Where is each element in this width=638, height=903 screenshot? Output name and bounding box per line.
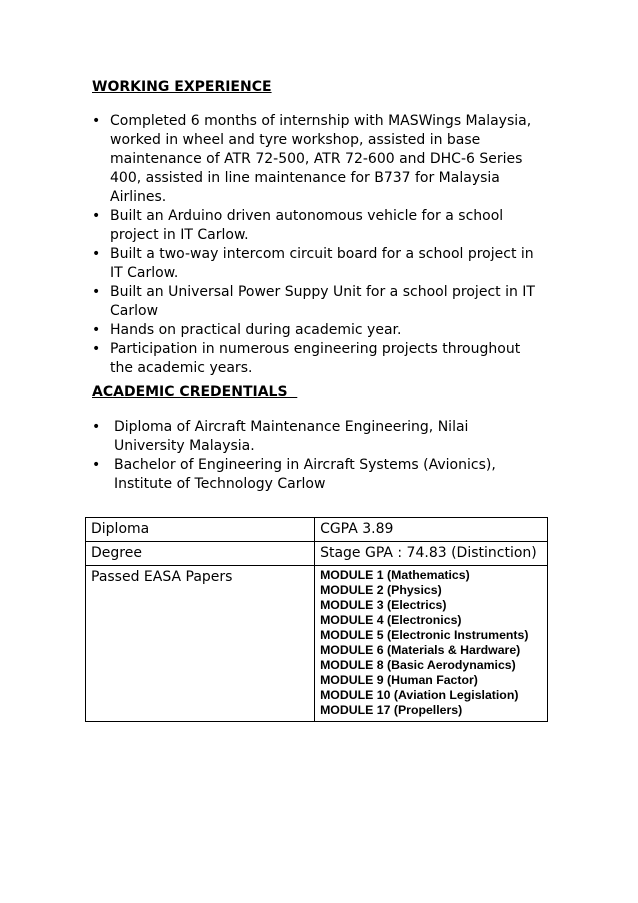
list-item: • Diploma of Aircraft Maintenance Engineering, Nilai University Malaysia. — [92, 418, 512, 456]
table-cell-value: CGPA 3.89 — [315, 518, 548, 542]
list-item: • Built an Arduino driven autonomous vehicle for a school project in IT Carlow. — [92, 207, 542, 245]
table-cell-value: Stage GPA : 74.83 (Distinction) — [315, 542, 548, 566]
module-item: MODULE 6 (Materials & Hardware) — [320, 643, 521, 657]
table-cell-modules — [315, 566, 548, 722]
module-item: MODULE 4 (Electronics) — [320, 613, 462, 627]
module-item: MODULE 1 (Mathematics) — [320, 568, 470, 582]
table-row — [86, 518, 548, 542]
module-item: MODULE 3 (Electrics) — [320, 598, 447, 612]
module-item: MODULE 2 (Physics) — [320, 583, 442, 597]
module-item: MODULE 17 (Propellers) — [320, 703, 463, 717]
academic-credentials-list — [92, 418, 512, 494]
table-cell-label: Degree — [86, 542, 315, 566]
module-item: MODULE 5 (Electronic Instruments) — [320, 628, 529, 642]
table-row — [86, 566, 548, 722]
working-experience-heading: WORKING EXPERIENCE — [92, 79, 272, 95]
list-item: • Built a two-way intercom circuit board for a school project in IT Carlow. — [92, 245, 542, 283]
list-item: • Completed 6 months of internship with MASWings Malaysia, worked in wheel and tyre workshop, assisted in base maintenance of ATR 72-500, ATR 72-600 and DHC-6 Series 400, assisted in line maintenance for B737 for Malaysia Airlines. — [92, 112, 542, 207]
credentials-table — [85, 517, 548, 722]
list-item: • Built an Universal Power Suppy Unit for a school project in IT Carlow — [92, 283, 542, 321]
module-item: MODULE 8 (Basic Aerodynamics) — [320, 658, 516, 672]
module-item: MODULE 9 (Human Factor) — [320, 673, 478, 687]
table-row — [86, 542, 548, 566]
list-item: • Hands on practical during academic year. — [92, 321, 542, 340]
academic-credentials-heading: ACADEMIC CREDENTIALS — [92, 384, 298, 400]
list-item: • Bachelor of Engineering in Aircraft Systems (Avionics), Institute of Technology Carlow — [92, 456, 512, 494]
working-experience-list — [92, 112, 542, 378]
table-cell-label: Passed EASA Papers — [86, 566, 315, 722]
table-cell-label: Diploma — [86, 518, 315, 542]
easa-modules-list — [320, 568, 542, 718]
list-item: • Participation in numerous engineering projects throughout the academic years. — [92, 340, 542, 378]
module-item: MODULE 10 (Aviation Legislation) — [320, 688, 519, 702]
